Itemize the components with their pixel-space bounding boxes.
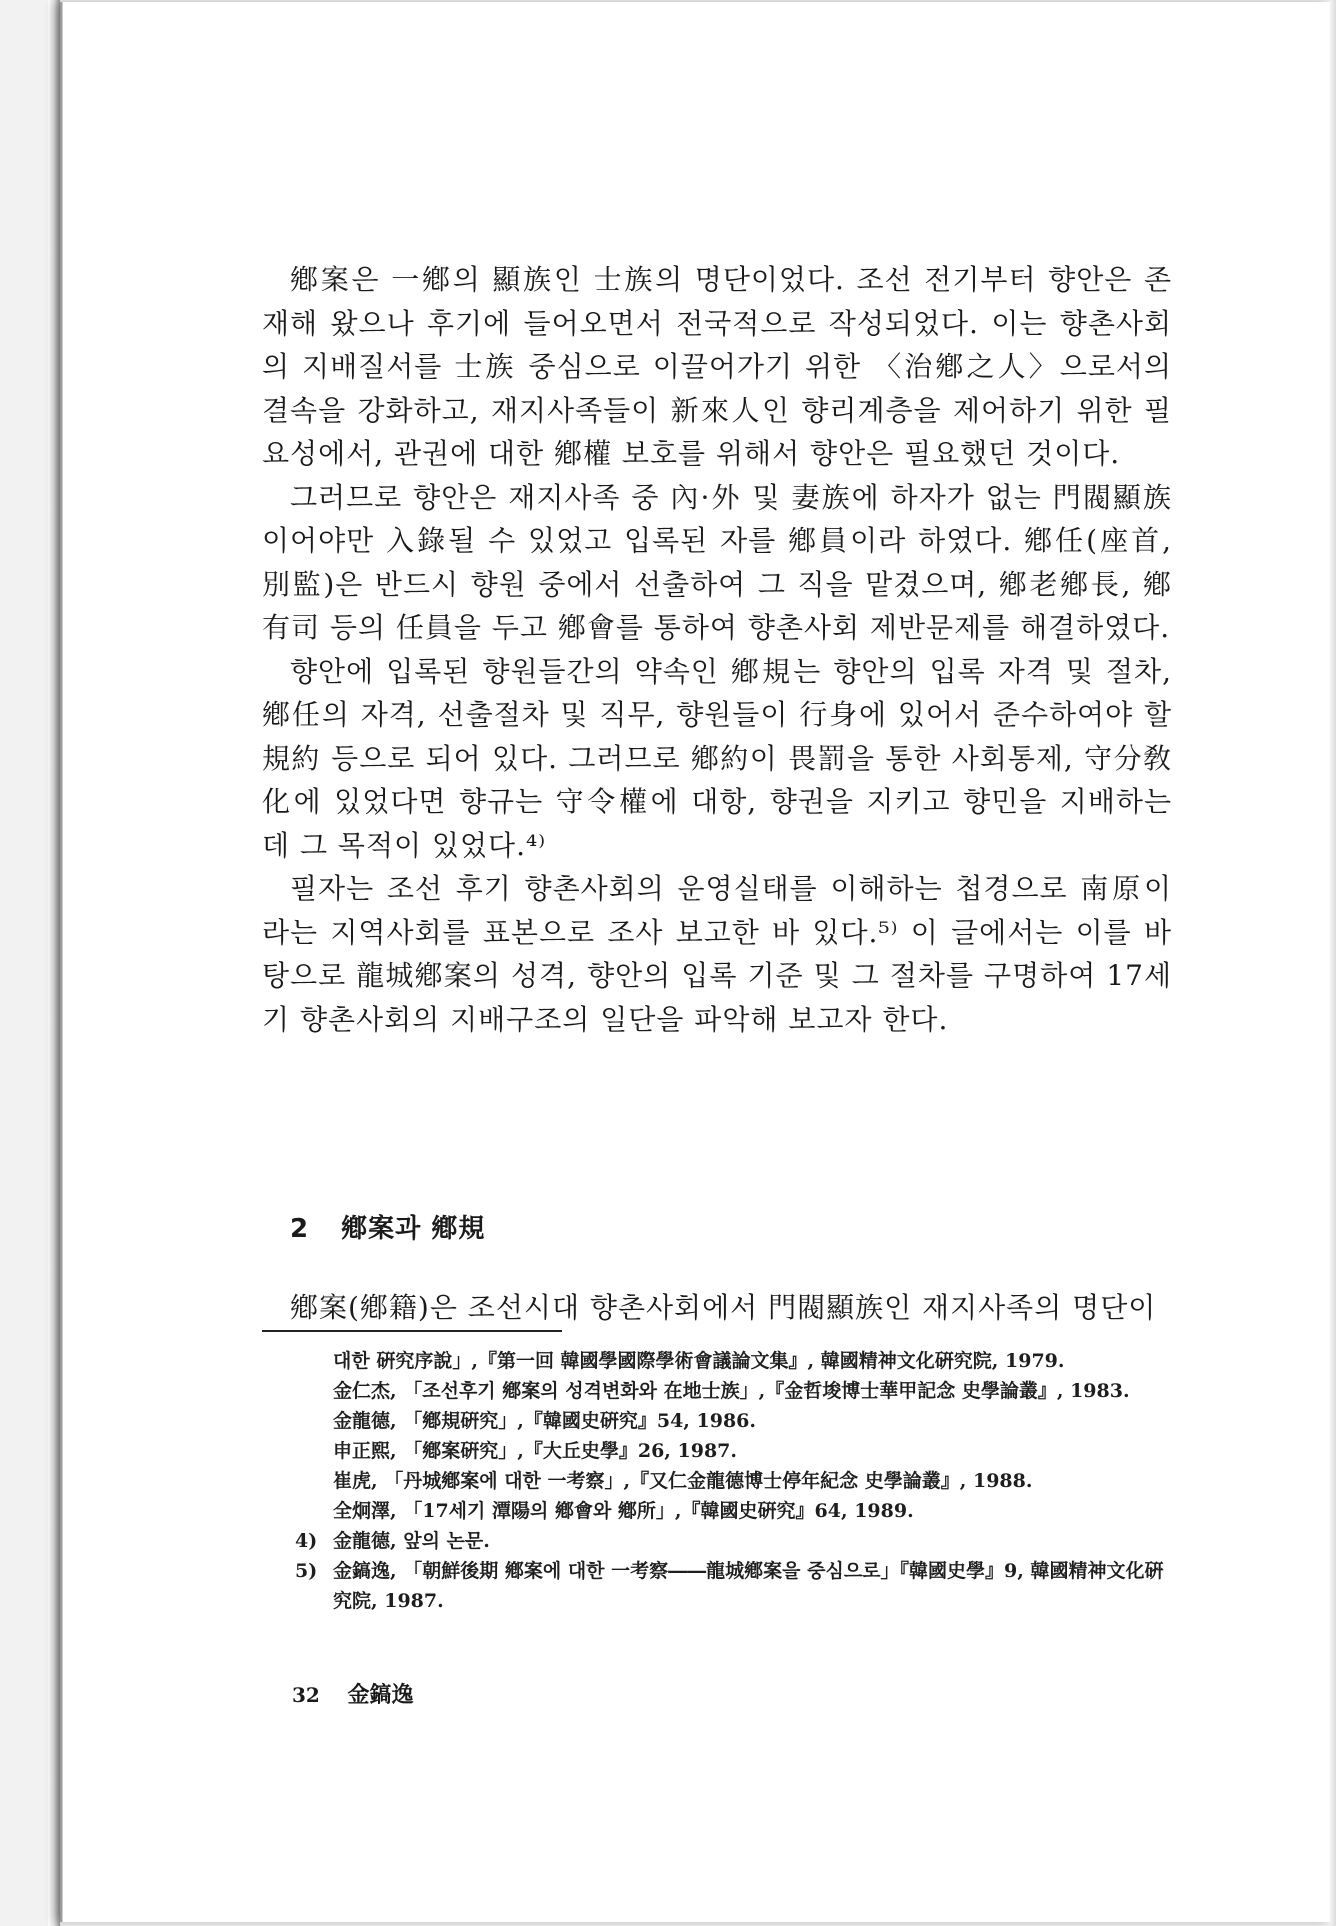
running-footer-author: 金鎬逸 [347,1682,414,1708]
page-right-edge [1330,0,1336,1926]
footnote-divider [262,1330,562,1332]
body-paragraph: 그러므로 향안은 재지사족 중 內·外 및 妻族에 하자가 없는 門閥顯族이어야만 入錄될 수 있었고 입록된 자를 鄕員이라 하였다. 鄕任(座首, 別監)은 반드시 향원 중에서 선출하여 그 직을 맡겼으며, 鄕老鄕長, 鄕有司 등의 任員을 두고 鄕會를 통하여 향촌사회 제반문제를 해결하였다. [262,480,1172,644]
footnote-continuation-line: 金仁杰, 「조선후기 鄕案의 성격변화와 在地士族」,『金哲埈博士華甲記念 史學論叢』, 1983. [333,1380,1130,1402]
footnote-number: 5) [295,1560,318,1582]
footnote-continuation-line: 全炯澤, 「17세기 潭陽의 鄕會와 鄕所」,『韓國史硏究』64, 1989. [333,1500,914,1522]
footnote-continuation-line: 대한 硏究序說」,『第一回 韓國學國際學術會議論文集』, 韓國精神文化硏究院, 1979. [333,1350,1065,1372]
body-paragraph: 鄕案은 一鄕의 顯族인 士族의 명단이었다. 조선 전기부터 향안은 존재해 왔으나 후기에 들어오면서 전국적으로 작성되었다. 이는 향촌사회의 지배질서를 士族 중심으로 이끌어가기 위한 〈治鄕之人〉으로서의 결속을 강화하고, 재지사족들이 新來人인 향리계층을 제어하기 위한 필요성에서, 관권에 대한 鄕權 보호를 위해서 향안은 필요했던 것이다. [262,263,1172,470]
page-number: 32 [292,1683,320,1707]
footnotes [295,1346,1175,1616]
body-paragraph: 필자는 조선 후기 향촌사회의 운영실태를 이해하는 첩경으로 南原이라는 지역사회를 표본으로 조사 보고한 바 있다.⁵⁾ 이 글에서는 이를 바탕으로 龍城鄕案의 성격, 향안의 입록 기준 및 그 절차를 구명하여 17세기 향촌사회의 지배구조의 일단을 파악해 보고자 한다. [262,872,1172,1036]
section-number: 2 [290,1214,310,1244]
footnote-item [295,1526,1175,1556]
book-spine-shadow [48,0,60,1926]
footnote-continuation-line: 崔虎, 「丹城鄕案에 대한 一考察」,『又仁金龍德博士停年紀念 史學論叢』, 1988. [333,1470,1033,1492]
footnote-item [295,1556,1175,1616]
footnote-text: 金鎬逸, 「朝鮮後期 鄕案에 대한 一考察――龍城鄕案을 중심으로」『韓國史學』9, 韓國精神文化硏究院, 1987. [333,1560,1164,1612]
footnote-continuation-line: 金龍德, 「鄕規硏究」,『韓國史硏究』54, 1986. [333,1410,757,1432]
footnote-text: 金龍德, 앞의 논문. [333,1530,490,1552]
section-lead-sentence: 鄕案(鄕籍)은 조선시대 향촌사회에서 門閥顯族인 재지사족의 명단이 [290,1291,1157,1324]
footnote-continuation-line: 申正熙, 「鄕案硏究」,『大丘史學』26, 1987. [333,1440,738,1462]
page-footer [292,1678,414,1709]
body-paragraph: 향안에 입록된 향원들간의 약속인 鄕規는 향안의 입록 자격 및 절차, 鄕任의 자격, 선출절차 및 직무, 향원들이 行身에 있어서 준수하여야 할 規約 등으로 되어 있다. 그러므로 鄕約이 畏罰을 통한 사회통제, 守分敎化에 있었다면 향규는 守令權에 대항, 향권을 지키고 향민을 지배하는 데 그 목적이 있었다.⁴⁾ [262,654,1172,862]
section-heading [290,1208,485,1245]
body-text [262,258,1172,1041]
section-title: 鄕案과 鄕規 [341,1214,486,1244]
footnote-number: 4) [295,1530,318,1552]
